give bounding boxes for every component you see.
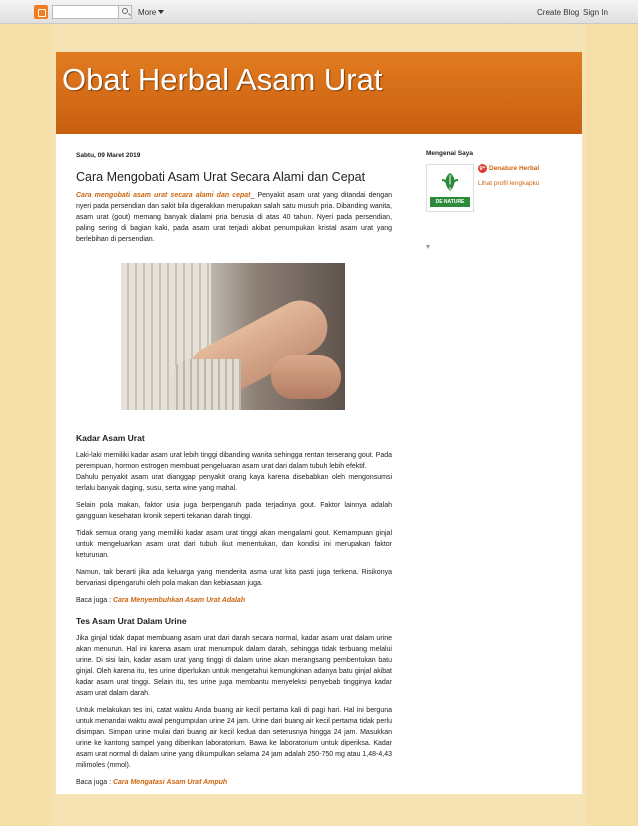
sidebar-heading: Mengenai Saya <box>426 150 473 157</box>
sidebar <box>426 150 566 205</box>
lead-text: _ Penyakit asam urat yang ditandai dengan nyeri pada persendian dan sakit bila digerakkan merupakan salah satu musuh pria. Dibanding wanita, asam urat (gout) memang banyak dialami pria berusia di atas 40 tahun. Nyeri pada persendian, paling sering di bagian kaki, pada asam urat terjadi akibat penumpukan kristal asam urat yang berlebihan di persendian. <box>76 192 392 243</box>
paragraph-text: Laki-laki memiliki kadar asam urat lebih tinggi dibanding wanita sehingga rentan terserang gout. Pada perempuan, hormon estrogen membuat pengeluaran asam urat dari dalam tubuh lebih efektif. <box>76 452 392 470</box>
view-full-profile-link[interactable]: Lihat profil lengkapku <box>478 180 540 187</box>
main-content <box>56 134 582 794</box>
paragraph: Jika ginjal tidak dapat membuang asam urat dari darah secara normal, kadar asam urat dalam urine akan menurun. Hal ini karena asam urat menumpuk dalam darah, sehingga tidak terbuang melalui urine. Di sisi lain, kadar asam urat yang tinggi di dalam urine akan merangsang pembentukan batu ginjal. Oleh karena itu, tes urine diperlukan untuk mengetahui kemungkinan adanya batu ginjal akibat kadar asam urat tinggi. Selain itu, tes urine juga membantu menyeleksi penyebab tingginya kadar asam urat dalam darah. <box>76 635 392 697</box>
profile-name-link[interactable]: Denature Herbal <box>489 165 540 172</box>
post-lead-paragraph <box>76 190 392 245</box>
post-date: Sabtu, 09 Maret 2019 <box>76 152 141 159</box>
paragraph-text: Dahulu penyakit asam urat dianggap penyakit orang kaya karena disebabkan oleh mengonsumsi terlalu banyak daging, susu, serta wine yang mahal. <box>76 474 392 492</box>
more-menu[interactable] <box>138 8 164 17</box>
read-also-1 <box>76 595 392 606</box>
read-also-link[interactable]: Cara Mengatasi Asam Urat Ampuh <box>112 779 228 786</box>
page-background-left <box>0 24 52 826</box>
section-heading-kadar: Kadar Asam Urat <box>76 433 145 443</box>
blogger-logo-icon[interactable] <box>34 5 48 19</box>
logo-text: DE NATURE <box>430 197 470 207</box>
post-title[interactable]: Cara Mengobati Asam Urat Secara Alami dan Cepat <box>76 170 366 184</box>
paragraph: Tidak semua orang yang memiliki kadar asam urat tinggi akan mengalami gout. Kemampuan ginjal untuk mengeluarkan asam urat dari tubuh ikut menentukan, dan kondisi ini merupakan faktor keturunan. <box>76 530 392 559</box>
chevron-down-icon <box>158 10 164 14</box>
section-heading-tes: Tes Asam Urat Dalam Urine <box>76 616 187 626</box>
blog-title[interactable]: Obat Herbal Asam Urat <box>62 62 383 97</box>
paragraph: Selain pola makan, faktor usia juga berpengaruh pada terjadinya gout. Faktor lainnya adalah gangguan kesehatan kronik seperti tekanan darah tinggi. <box>76 502 392 520</box>
paragraph <box>76 450 392 494</box>
read-also-2 <box>76 777 392 788</box>
lead-link[interactable]: Cara mengobati asam urat secara alami dan cepat <box>76 192 251 199</box>
search-icon <box>122 8 128 14</box>
read-also-prefix: Baca juga : <box>76 779 113 786</box>
archive-toggle-icon[interactable] <box>426 245 430 249</box>
avatar[interactable] <box>426 164 474 212</box>
search-button[interactable] <box>118 5 132 19</box>
blog-post <box>76 150 392 788</box>
sign-in-link[interactable]: Sign In <box>583 8 608 17</box>
post-image <box>121 263 345 410</box>
paragraph: Namun, tak berarti jika ada keluarga yang menderita asma urat kita pasti juga terkena. Risikonya bervariasi dipengaruhi oleh pola makan dan kebiasaan juga. <box>76 569 392 587</box>
leaf-logo-icon <box>439 171 461 193</box>
paragraph: Untuk melakukan tes ini, catat waktu Anda buang air kecil pertama kali di pagi hari. Hal ini berguna untuk menandai waktu awal pengumpulan urine 24 jam. Urine dari buang air kecil pertama tidak perlu disimpan. Simpan urine mulai dari buang air kecil kedua dan seterusnya hingga 24 jam. Masukkan urine ke kantong sampel yang diberikan laboratorium. Bawa ke laboratorium untuk diperiksa. Kadar asam urat normal di dalam urine yang dikumpulkan selama 24 jam adalah 250-750 mg atau 1,48-4,43 milimoles (mmol). <box>76 707 392 769</box>
blogger-navbar <box>0 0 638 24</box>
read-also-prefix: Baca juga : <box>76 597 113 604</box>
google-plus-icon: g+ <box>479 165 486 171</box>
more-label: More <box>138 8 157 17</box>
create-blog-link[interactable]: Create Blog <box>537 8 580 17</box>
blog-header <box>56 52 582 134</box>
page-background-right <box>586 24 638 826</box>
read-also-link[interactable]: Cara Menyembuhkan Asam Urat Adalah <box>112 597 246 604</box>
